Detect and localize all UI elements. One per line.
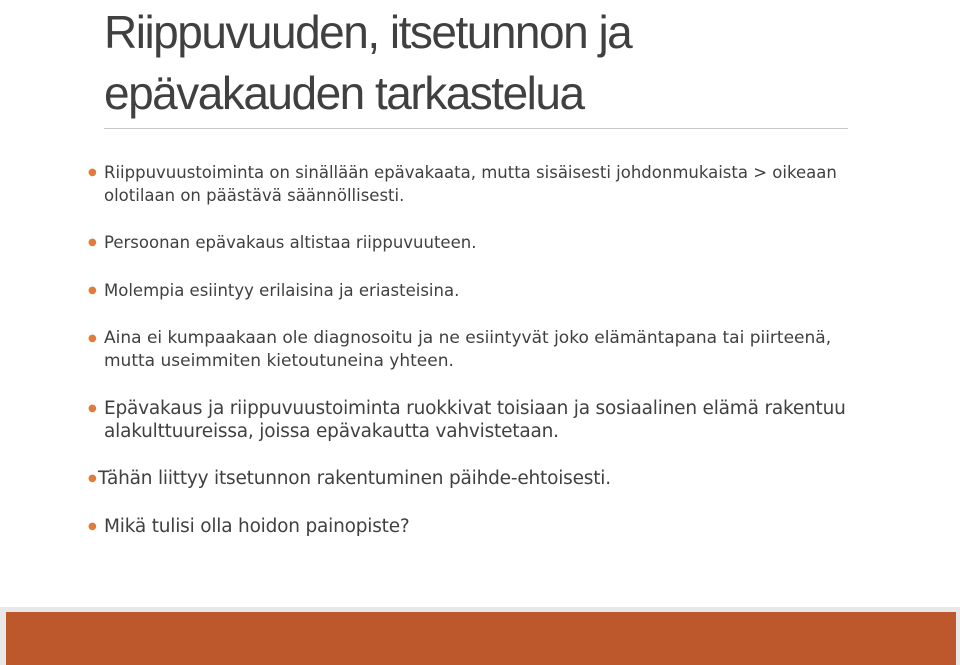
bullet-text: Epävakaus ja riippuvuustoiminta ruokkivat toisiaan ja sosiaalinen elämä rakentuu alakulttuureissa, joissa epävakautta vahvistetaan. bbox=[104, 398, 846, 442]
bullet-text: Riippuvuustoiminta on sinällään epävakaata, mutta sisäisesti johdonmukaista > oikeaan olotilaan on päästävä säännöllisesti. bbox=[104, 163, 837, 205]
bullet-icon: ● bbox=[88, 167, 97, 178]
list-item bbox=[88, 279, 868, 303]
list-item bbox=[88, 327, 868, 373]
slide-title bbox=[104, 2, 864, 124]
bullet-text: Aina ei kumpaakaan ole diagnosoitu ja ne esiintyvät joko elämäntapana tai piirteenä, mutta useimmiten kietoutuneina yhteen. bbox=[104, 328, 832, 371]
bullet-icon: ● bbox=[88, 237, 97, 248]
list-item bbox=[88, 397, 868, 443]
bullet-icon: ● bbox=[88, 403, 97, 414]
footer-bar bbox=[6, 612, 956, 665]
bullet-list bbox=[88, 161, 868, 563]
list-item bbox=[88, 467, 868, 491]
bullet-text: Persoonan epävakaus altistaa riippuvuuteen. bbox=[104, 233, 477, 252]
bullet-icon: ● bbox=[88, 285, 97, 296]
slide-title-line-1: Riippuvuuden, itsetunnon ja bbox=[104, 6, 632, 58]
bullet-text: Molempia esiintyy erilaisina ja eriasteisina. bbox=[104, 281, 460, 300]
bullet-text: Tähän liittyy itsetunnon rakentuminen päihde-ehtoisesti. bbox=[98, 468, 611, 489]
bullet-icon: ● bbox=[88, 473, 97, 484]
bullet-icon: ● bbox=[88, 333, 97, 344]
list-item bbox=[88, 231, 868, 255]
list-item bbox=[88, 515, 868, 539]
slide-title-line-2: epävakauden tarkastelua bbox=[104, 67, 584, 119]
bullet-text: Mikä tulisi olla hoidon painopiste? bbox=[104, 516, 410, 537]
bullet-icon: ● bbox=[88, 521, 97, 532]
title-divider bbox=[104, 128, 848, 129]
list-item bbox=[88, 161, 868, 207]
